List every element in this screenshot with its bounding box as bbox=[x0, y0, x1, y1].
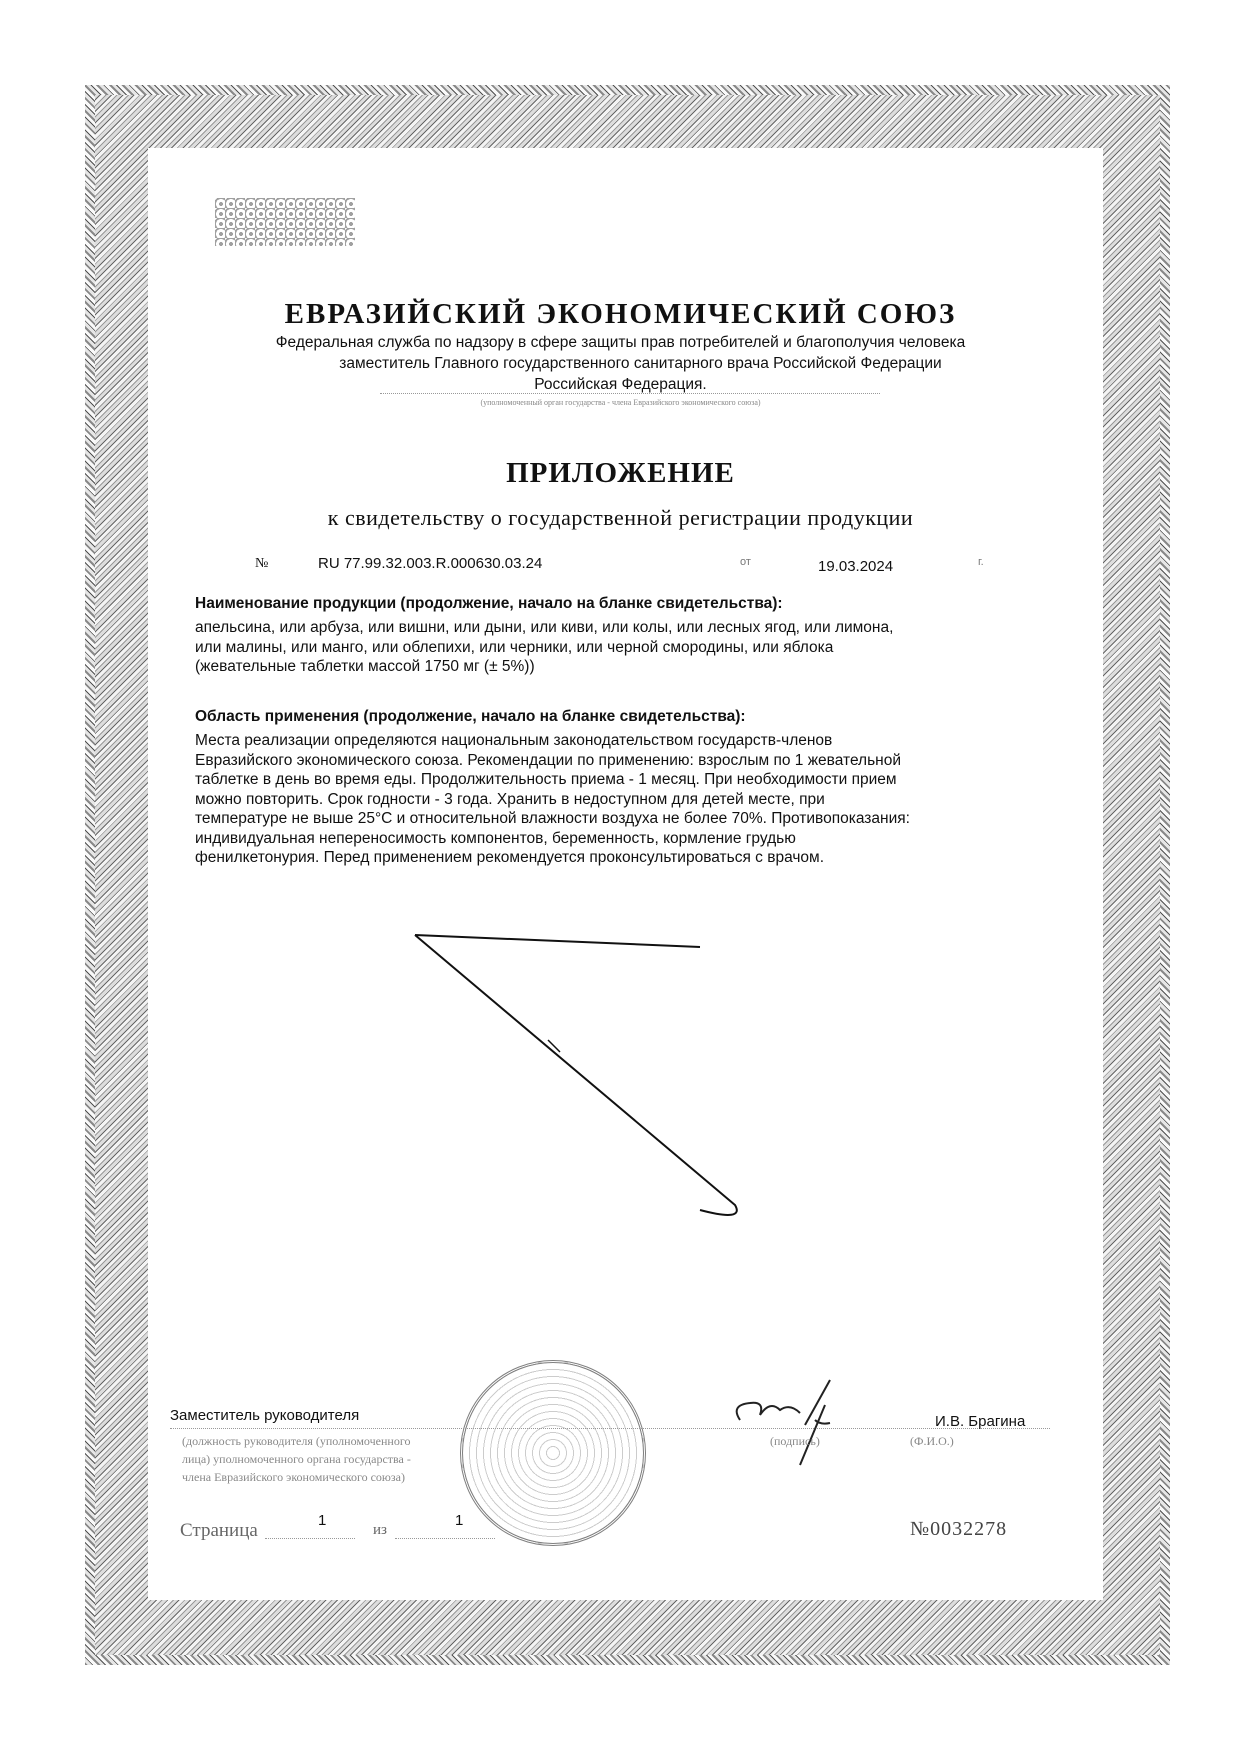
section-heading-usage: Область применения (продолжение, начало на бланке свидетельства): bbox=[195, 708, 746, 725]
of-label: из bbox=[373, 1522, 387, 1538]
authority-line: Федеральная служба по надзору в сфере защиты прав потребителей и благополучия человека bbox=[275, 334, 966, 351]
year-suffix: г. bbox=[978, 556, 984, 568]
signatory-position: Заместитель руководителя bbox=[170, 1407, 360, 1424]
appendix-subtitle: к свидетельству о государственной регистрации продукции bbox=[327, 505, 914, 530]
position-caption: (должность руководителя (уполномоченного лица) уполномоченного органа государства - члена Евразийского экономического союза) bbox=[182, 1434, 411, 1484]
section-heading-product: Наименование продукции (продолжение, начало на бланке свидетельства): bbox=[195, 595, 783, 612]
union-title: ЕВРАЗИЙСКИЙ ЭКОНОМИЧЕСКИЙ СОЮЗ bbox=[284, 298, 957, 330]
section-text-product: апельсина, или арбуза, или вишни, или дыни, или киви, или колы, или лесных ягод, или лимона, или малины, или манго, или облепихи, или черники, или черной смородины, или яблока (жевательные таблетки массой 1750 мг (± 5%)) bbox=[195, 619, 894, 675]
official-seal bbox=[460, 1360, 646, 1546]
appendix-title: ПРИЛОЖЕНИЕ bbox=[506, 457, 735, 489]
page-label: Страница bbox=[180, 1520, 258, 1541]
authority-line: заместитель Главного государственного санитарного врача Российской Федерации bbox=[339, 355, 942, 372]
handwritten-signature bbox=[720, 1375, 840, 1475]
authority-line: Российская Федерация. bbox=[534, 376, 707, 393]
signature-caption: (подпись) bbox=[770, 1434, 820, 1448]
from-label: от bbox=[740, 556, 751, 568]
number-label: № bbox=[255, 556, 269, 571]
signatory-name: И.В. Брагина bbox=[935, 1413, 1026, 1430]
page-total: 1 bbox=[455, 1512, 464, 1529]
certificate-number: RU 77.99.32.003.R.000630.03.24 bbox=[318, 555, 543, 572]
certificate-date: 19.03.2024 bbox=[818, 558, 894, 575]
section-text-usage: Места реализации определяются национальным законодательством государств-членов Евразийского экономического союза. Рекомендации по применению: взрослым по 1 жевательной таблетке в день во время еды. Продолжительность приема - 1 месяц. При необходимости прием можно повторить. Срок годности - 3 года. Хранить в недоступном для детей месте, при температуре не выше 25°С и относительной влажности воздуха не более 70%. Противопоказания: индивидуальная непереносимость компонентов, беременность, кормление грудью фенилкетонурия. Перед применением рекомендуется проконсультироваться с врачом. bbox=[195, 732, 910, 866]
form-number: №0032278 bbox=[910, 1518, 1008, 1540]
authority-caption: (уполномоченный орган государства - члена Евразийского экономического союза) bbox=[480, 398, 761, 407]
page-number: 1 bbox=[318, 1512, 327, 1529]
name-caption: (Ф.И.О.) bbox=[910, 1434, 954, 1448]
